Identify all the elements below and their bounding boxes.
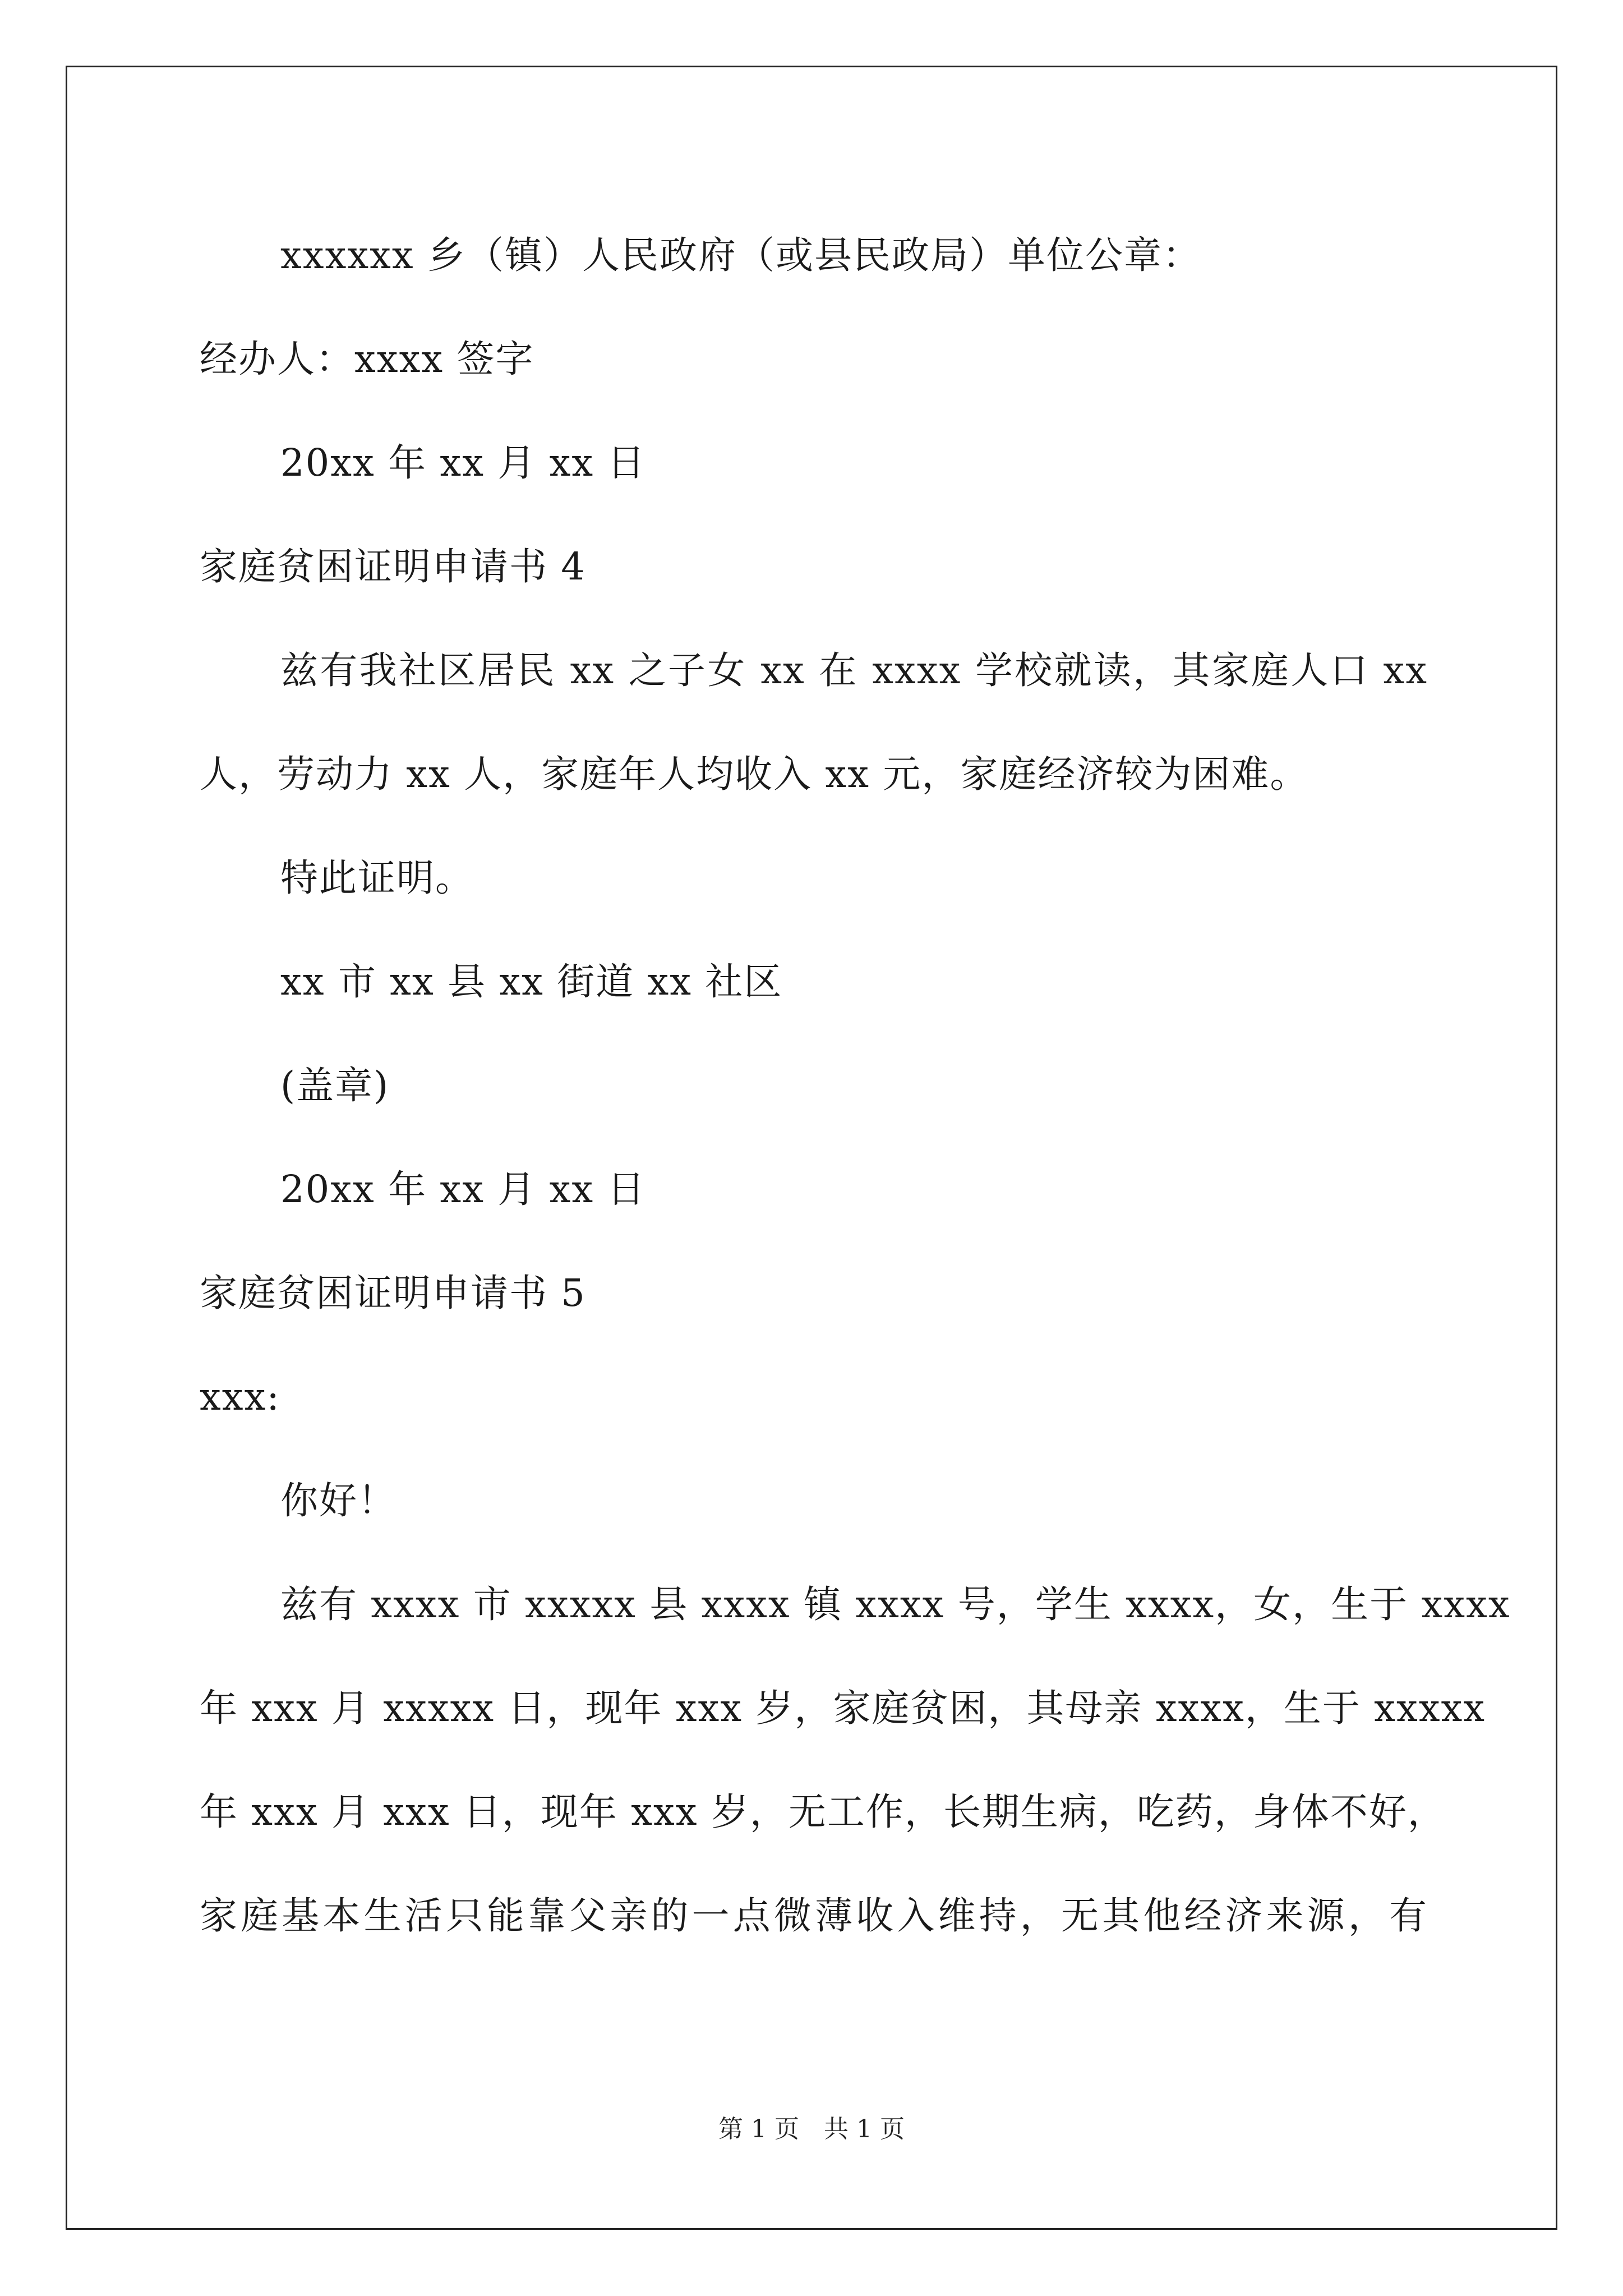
body-paragraph-line: 年 xxx 月 xxx 日，现年 xxx 岁，无工作，长期生病，吃药，身体不好， bbox=[200, 1790, 1446, 1834]
body-paragraph-line: 人，劳动力 xx 人，家庭年人均收入 xx 元，家庭经济较为困难。 bbox=[200, 752, 1309, 796]
handler-signature-line: 经办人：xxxx 签字 bbox=[200, 337, 534, 381]
stamp-line: xxxxxx 乡（镇）人民政府（或县民政局）单位公章： bbox=[280, 233, 1202, 277]
body-paragraph-line: 年 xxx 月 xxxxx 日，现年 xxx 岁，家庭贫困，其母亲 xxxx，生于 xxxxx bbox=[200, 1686, 1486, 1730]
seal-line: (盖章) bbox=[280, 1064, 390, 1107]
date-line: 20xx 年 xx 月 xx 日 bbox=[280, 1167, 646, 1211]
community-address-line: xx 市 xx 县 xx 街道 xx 社区 bbox=[280, 960, 783, 1004]
greeting-line: 你好！ bbox=[280, 1479, 396, 1522]
date-line: 20xx 年 xx 月 xx 日 bbox=[280, 441, 646, 485]
certification-line: 特此证明。 bbox=[280, 856, 474, 900]
section-heading: 家庭贫困证明申请书 5 bbox=[200, 1271, 586, 1315]
section-heading: 家庭贫困证明申请书 4 bbox=[200, 545, 586, 588]
body-paragraph-line: 兹有 xxxx 市 xxxxx 县 xxxx 镇 xxxx 号，学生 xxxx，女，生于 xxxx bbox=[280, 1582, 1511, 1626]
body-paragraph-line: 家庭基本生活只能靠父亲的一点微薄收入维持，无其他经济来源，有 bbox=[200, 1894, 1428, 1938]
page-number-footer: 第 1 页 共 1 页 bbox=[718, 2115, 905, 2143]
body-paragraph-line: 兹有我社区居民 xx 之子女 xx 在 xxxx 学校就读，其家庭人口 xx bbox=[280, 648, 1428, 692]
salutation-line: xxx: bbox=[200, 1375, 280, 1419]
